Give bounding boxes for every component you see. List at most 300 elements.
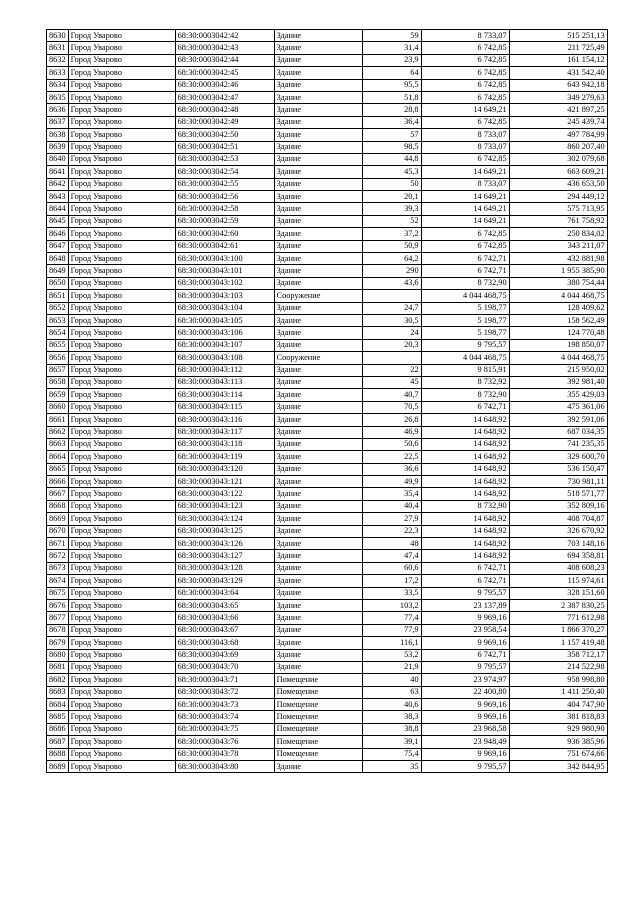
table-row xyxy=(47,67,608,79)
cadastral-value-cell: 575 713,95 xyxy=(509,203,607,215)
cadastral-value-cell: 703 148,16 xyxy=(509,538,607,550)
specific-value-cell: 9 969,16 xyxy=(421,612,509,624)
row-number-cell: 8676 xyxy=(47,599,69,611)
row-number-cell: 8657 xyxy=(47,364,69,376)
settlement-cell: Город Уварово xyxy=(68,228,175,240)
cadastral-value-cell: 211 725,49 xyxy=(509,42,607,54)
settlement-cell: Город Уварово xyxy=(68,42,175,54)
settlement-cell: Город Уварово xyxy=(68,513,175,525)
cadastral-number-cell: 68:30:0003043:64 xyxy=(175,587,274,599)
settlement-cell: Город Уварово xyxy=(68,686,175,698)
cadastral-number-cell: 68:30:0003043:78 xyxy=(175,748,274,760)
specific-value-cell: 9 795,57 xyxy=(421,339,509,351)
specific-value-cell: 14 648,92 xyxy=(421,451,509,463)
cadastral-number-cell: 68:30:0003043:104 xyxy=(175,302,274,314)
area-cell: 21,9 xyxy=(362,661,421,673)
cadastral-number-cell: 68:30:0003043:121 xyxy=(175,476,274,488)
cadastral-value-cell: 741 235,35 xyxy=(509,438,607,450)
specific-value-cell: 6 742,85 xyxy=(421,54,509,66)
area-cell: 103,2 xyxy=(362,599,421,611)
row-number-cell: 8669 xyxy=(47,513,69,525)
table-row xyxy=(47,587,608,599)
table-row xyxy=(47,538,608,550)
settlement-cell: Город Уварово xyxy=(68,575,175,587)
cadastral-value-cell: 432 881,98 xyxy=(509,253,607,265)
cadastral-number-cell: 68:30:0003043:65 xyxy=(175,599,274,611)
row-number-cell: 8651 xyxy=(47,290,69,302)
cadastral-number-cell: 68:30:0003042:43 xyxy=(175,42,274,54)
cadastral-number-cell: 68:30:0003043:76 xyxy=(175,736,274,748)
object-type-cell: Здание xyxy=(274,104,362,116)
settlement-cell: Город Уварово xyxy=(68,401,175,413)
area-cell: 95,5 xyxy=(362,79,421,91)
table-row xyxy=(47,153,608,165)
object-type-cell: Здание xyxy=(274,550,362,562)
table-row xyxy=(47,327,608,339)
object-type-cell: Здание xyxy=(274,575,362,587)
settlement-cell: Город Уварово xyxy=(68,723,175,735)
row-number-cell: 8631 xyxy=(47,42,69,54)
settlement-cell: Город Уварово xyxy=(68,302,175,314)
table-row xyxy=(47,463,608,475)
object-type-cell: Помещение xyxy=(274,711,362,723)
cadastral-number-cell: 68:30:0003043:66 xyxy=(175,612,274,624)
settlement-cell: Город Уварово xyxy=(68,414,175,426)
settlement-cell: Город Уварово xyxy=(68,116,175,128)
settlement-cell: Город Уварово xyxy=(68,599,175,611)
area-cell: 20,1 xyxy=(362,191,421,203)
specific-value-cell: 6 742,85 xyxy=(421,67,509,79)
area-cell: 64,2 xyxy=(362,253,421,265)
settlement-cell: Город Уварово xyxy=(68,649,175,661)
cadastral-number-cell: 68:30:0003043:127 xyxy=(175,550,274,562)
cadastral-value-cell: 643 942,18 xyxy=(509,79,607,91)
cadastral-number-cell: 68:30:0003042:42 xyxy=(175,30,274,42)
specific-value-cell: 23 958,54 xyxy=(421,624,509,636)
row-number-cell: 8672 xyxy=(47,550,69,562)
table-row xyxy=(47,476,608,488)
settlement-cell: Город Уварово xyxy=(68,748,175,760)
row-number-cell: 8640 xyxy=(47,153,69,165)
cadastral-number-cell: 68:30:0003043:128 xyxy=(175,562,274,574)
row-number-cell: 8674 xyxy=(47,575,69,587)
specific-value-cell: 8 733,07 xyxy=(421,129,509,141)
row-number-cell: 8646 xyxy=(47,228,69,240)
cadastral-value-cell: 326 670,92 xyxy=(509,525,607,537)
area-cell: 22 xyxy=(362,364,421,376)
specific-value-cell: 6 742,85 xyxy=(421,228,509,240)
area-cell: 77,9 xyxy=(362,624,421,636)
object-type-cell: Здание xyxy=(274,215,362,227)
settlement-cell: Город Уварово xyxy=(68,500,175,512)
row-number-cell: 8634 xyxy=(47,79,69,91)
area-cell: 20,3 xyxy=(362,339,421,351)
object-type-cell: Здание xyxy=(274,265,362,277)
row-number-cell: 8670 xyxy=(47,525,69,537)
object-type-cell: Здание xyxy=(274,389,362,401)
area-cell: 39,3 xyxy=(362,203,421,215)
cadastral-value-cell: 381 818,83 xyxy=(509,711,607,723)
cadastral-value-cell: 124 770,48 xyxy=(509,327,607,339)
table-row xyxy=(47,575,608,587)
object-type-cell: Здание xyxy=(274,302,362,314)
row-number-cell: 8647 xyxy=(47,240,69,252)
object-type-cell: Здание xyxy=(274,401,362,413)
specific-value-cell: 14 648,92 xyxy=(421,513,509,525)
cadastral-number-cell: 68:30:0003043:123 xyxy=(175,500,274,512)
specific-value-cell: 14 648,92 xyxy=(421,438,509,450)
area-cell: 98,5 xyxy=(362,141,421,153)
row-number-cell: 8689 xyxy=(47,761,69,773)
row-number-cell: 8655 xyxy=(47,339,69,351)
object-type-cell: Помещение xyxy=(274,699,362,711)
settlement-cell: Город Уварово xyxy=(68,637,175,649)
table-row xyxy=(47,624,608,636)
specific-value-cell: 22 400,80 xyxy=(421,686,509,698)
row-number-cell: 8668 xyxy=(47,500,69,512)
cadastral-value-cell: 329 600,70 xyxy=(509,451,607,463)
cadastral-value-cell: 343 211,07 xyxy=(509,240,607,252)
object-type-cell: Здание xyxy=(274,761,362,773)
specific-value-cell: 14 649,21 xyxy=(421,215,509,227)
cadastral-value-cell: 929 980,90 xyxy=(509,723,607,735)
cadastral-number-cell: 68:30:0003042:47 xyxy=(175,91,274,103)
settlement-cell: Город Уварово xyxy=(68,587,175,599)
object-type-cell: Здание xyxy=(274,314,362,326)
area-cell: 36,4 xyxy=(362,116,421,128)
cadastral-number-cell: 68:30:0003043:120 xyxy=(175,463,274,475)
cadastral-value-cell: 342 844,95 xyxy=(509,761,607,773)
cadastral-number-cell: 68:30:0003043:72 xyxy=(175,686,274,698)
row-number-cell: 8632 xyxy=(47,54,69,66)
cadastral-number-cell: 68:30:0003042:59 xyxy=(175,215,274,227)
specific-value-cell: 6 742,85 xyxy=(421,42,509,54)
area-cell: 31,4 xyxy=(362,42,421,54)
cadastral-number-cell: 68:30:0003042:50 xyxy=(175,129,274,141)
cadastral-number-cell: 68:30:0003042:49 xyxy=(175,116,274,128)
specific-value-cell: 8 733,07 xyxy=(421,178,509,190)
row-number-cell: 8659 xyxy=(47,389,69,401)
cadastral-value-cell: 1 157 419,48 xyxy=(509,637,607,649)
row-number-cell: 8687 xyxy=(47,736,69,748)
cadastral-number-cell: 68:30:0003042:44 xyxy=(175,54,274,66)
table-row xyxy=(47,612,608,624)
specific-value-cell: 8 732,90 xyxy=(421,500,509,512)
specific-value-cell: 8 733,07 xyxy=(421,30,509,42)
settlement-cell: Город Уварово xyxy=(68,550,175,562)
cadastral-number-cell: 68:30:0003043:68 xyxy=(175,637,274,649)
area-cell: 40,6 xyxy=(362,699,421,711)
area-cell: 24 xyxy=(362,327,421,339)
row-number-cell: 8662 xyxy=(47,426,69,438)
cadastral-number-cell: 68:30:0003043:116 xyxy=(175,414,274,426)
settlement-cell: Город Уварово xyxy=(68,277,175,289)
object-type-cell: Здание xyxy=(274,277,362,289)
table-row xyxy=(47,451,608,463)
area-cell: 22,5 xyxy=(362,451,421,463)
settlement-cell: Город Уварово xyxy=(68,203,175,215)
area-cell: 51,8 xyxy=(362,91,421,103)
area-cell: 39,1 xyxy=(362,736,421,748)
row-number-cell: 8683 xyxy=(47,686,69,698)
area-cell: 17,2 xyxy=(362,575,421,587)
specific-value-cell: 23 137,89 xyxy=(421,599,509,611)
settlement-cell: Город Уварово xyxy=(68,389,175,401)
cadastral-value-cell: 860 207,40 xyxy=(509,141,607,153)
row-number-cell: 8654 xyxy=(47,327,69,339)
settlement-cell: Город Уварово xyxy=(68,376,175,388)
object-type-cell: Здание xyxy=(274,240,362,252)
object-type-cell: Здание xyxy=(274,153,362,165)
table-row xyxy=(47,500,608,512)
table-row xyxy=(47,352,608,364)
cadastral-value-cell: 198 850,07 xyxy=(509,339,607,351)
cadastral-number-cell: 68:30:0003043:69 xyxy=(175,649,274,661)
table-row xyxy=(47,736,608,748)
specific-value-cell: 6 742,71 xyxy=(421,265,509,277)
area-cell: 50,6 xyxy=(362,438,421,450)
specific-value-cell: 9 969,16 xyxy=(421,711,509,723)
settlement-cell: Город Уварово xyxy=(68,265,175,277)
row-number-cell: 8633 xyxy=(47,67,69,79)
cadastral-value-cell: 687 034,35 xyxy=(509,426,607,438)
cadastral-value-cell: 215 950,02 xyxy=(509,364,607,376)
object-type-cell: Здание xyxy=(274,612,362,624)
object-type-cell: Здание xyxy=(274,513,362,525)
settlement-cell: Город Уварово xyxy=(68,339,175,351)
table-row xyxy=(47,339,608,351)
cadastral-number-cell: 68:30:0003043:129 xyxy=(175,575,274,587)
settlement-cell: Город Уварово xyxy=(68,761,175,773)
cadastral-value-cell: 4 044 468,75 xyxy=(509,290,607,302)
cadastral-value-cell: 392 981,40 xyxy=(509,376,607,388)
table-row xyxy=(47,240,608,252)
specific-value-cell: 6 742,71 xyxy=(421,649,509,661)
cadastral-value-cell: 115 974,61 xyxy=(509,575,607,587)
cadastral-number-cell: 68:30:0003043:71 xyxy=(175,674,274,686)
cadastral-value-cell: 380 754,44 xyxy=(509,277,607,289)
cadastral-value-cell: 352 809,16 xyxy=(509,500,607,512)
cadastral-number-cell: 68:30:0003043:125 xyxy=(175,525,274,537)
cadastral-number-cell: 68:30:0003043:118 xyxy=(175,438,274,450)
object-type-cell: Здание xyxy=(274,203,362,215)
area-cell: 44,8 xyxy=(362,153,421,165)
table-row xyxy=(47,141,608,153)
area-cell: 70,5 xyxy=(362,401,421,413)
row-number-cell: 8679 xyxy=(47,637,69,649)
area-cell: 47,4 xyxy=(362,550,421,562)
cadastral-number-cell: 68:30:0003043:124 xyxy=(175,513,274,525)
area-cell: 28,8 xyxy=(362,104,421,116)
row-number-cell: 8639 xyxy=(47,141,69,153)
specific-value-cell: 14 648,92 xyxy=(421,538,509,550)
settlement-cell: Город Уварово xyxy=(68,240,175,252)
specific-value-cell: 14 649,21 xyxy=(421,166,509,178)
table-row xyxy=(47,599,608,611)
settlement-cell: Город Уварово xyxy=(68,711,175,723)
specific-value-cell: 9 795,57 xyxy=(421,587,509,599)
row-number-cell: 8665 xyxy=(47,463,69,475)
row-number-cell: 8666 xyxy=(47,476,69,488)
settlement-cell: Город Уварово xyxy=(68,91,175,103)
row-number-cell: 8649 xyxy=(47,265,69,277)
settlement-cell: Город Уварово xyxy=(68,153,175,165)
table-row xyxy=(47,438,608,450)
specific-value-cell: 5 198,77 xyxy=(421,302,509,314)
area-cell: 30,5 xyxy=(362,314,421,326)
settlement-cell: Город Уварово xyxy=(68,191,175,203)
settlement-cell: Город Уварово xyxy=(68,488,175,500)
row-number-cell: 8653 xyxy=(47,314,69,326)
specific-value-cell: 6 742,71 xyxy=(421,575,509,587)
specific-value-cell: 6 742,71 xyxy=(421,253,509,265)
cadastral-number-cell: 68:30:0003043:117 xyxy=(175,426,274,438)
object-type-cell: Здание xyxy=(274,488,362,500)
row-number-cell: 8635 xyxy=(47,91,69,103)
row-number-cell: 8677 xyxy=(47,612,69,624)
area-cell: 64 xyxy=(362,67,421,79)
object-type-cell: Здание xyxy=(274,637,362,649)
area-cell: 38,3 xyxy=(362,711,421,723)
row-number-cell: 8641 xyxy=(47,166,69,178)
cadastral-number-cell: 68:30:0003043:119 xyxy=(175,451,274,463)
table-row xyxy=(47,203,608,215)
row-number-cell: 8686 xyxy=(47,723,69,735)
object-type-cell: Здание xyxy=(274,191,362,203)
cadastral-value-cell: 4 044 468,75 xyxy=(509,352,607,364)
row-number-cell: 8681 xyxy=(47,661,69,673)
cadastral-number-cell: 68:30:0003043:80 xyxy=(175,761,274,773)
table-row xyxy=(47,116,608,128)
row-number-cell: 8637 xyxy=(47,116,69,128)
object-type-cell: Здание xyxy=(274,166,362,178)
table-row xyxy=(47,711,608,723)
object-type-cell: Здание xyxy=(274,562,362,574)
row-number-cell: 8658 xyxy=(47,376,69,388)
row-number-cell: 8667 xyxy=(47,488,69,500)
row-number-cell: 8688 xyxy=(47,748,69,760)
cadastral-value-cell: 302 079,68 xyxy=(509,153,607,165)
area-cell: 33,5 xyxy=(362,587,421,599)
cadastral-number-cell: 68:30:0003043:100 xyxy=(175,253,274,265)
object-type-cell: Здание xyxy=(274,253,362,265)
row-number-cell: 8652 xyxy=(47,302,69,314)
area-cell: 22,3 xyxy=(362,525,421,537)
area-cell: 53,2 xyxy=(362,649,421,661)
cadastral-value-cell: 1 955 385,90 xyxy=(509,265,607,277)
table-row xyxy=(47,674,608,686)
area-cell: 43,6 xyxy=(362,277,421,289)
cadastral-value-cell: 245 439,74 xyxy=(509,116,607,128)
settlement-cell: Город Уварово xyxy=(68,562,175,574)
cadastral-number-cell: 68:30:0003042:56 xyxy=(175,191,274,203)
specific-value-cell: 5 198,77 xyxy=(421,327,509,339)
cadastral-number-cell: 68:30:0003043:103 xyxy=(175,290,274,302)
specific-value-cell: 14 648,92 xyxy=(421,414,509,426)
object-type-cell: Здание xyxy=(274,587,362,599)
specific-value-cell: 6 742,85 xyxy=(421,79,509,91)
area-cell: 37,2 xyxy=(362,228,421,240)
area-cell: 27,9 xyxy=(362,513,421,525)
row-number-cell: 8673 xyxy=(47,562,69,574)
row-number-cell: 8663 xyxy=(47,438,69,450)
row-number-cell: 8644 xyxy=(47,203,69,215)
row-number-cell: 8650 xyxy=(47,277,69,289)
table-row xyxy=(47,562,608,574)
table-row xyxy=(47,178,608,190)
row-number-cell: 8664 xyxy=(47,451,69,463)
settlement-cell: Город Уварово xyxy=(68,253,175,265)
table-row xyxy=(47,525,608,537)
cadastral-value-cell: 751 674,66 xyxy=(509,748,607,760)
cadastral-number-cell: 68:30:0003043:105 xyxy=(175,314,274,326)
object-type-cell: Здание xyxy=(274,364,362,376)
object-type-cell: Здание xyxy=(274,178,362,190)
area-cell: 116,1 xyxy=(362,637,421,649)
cadastral-number-cell: 68:30:0003042:61 xyxy=(175,240,274,252)
cadastral-value-cell: 936 385,96 xyxy=(509,736,607,748)
cadastral-value-table xyxy=(46,29,608,773)
object-type-cell: Здание xyxy=(274,141,362,153)
cadastral-value-cell: 392 591,06 xyxy=(509,414,607,426)
cadastral-number-cell: 68:30:0003043:73 xyxy=(175,699,274,711)
object-type-cell: Здание xyxy=(274,538,362,550)
settlement-cell: Город Уварово xyxy=(68,104,175,116)
object-type-cell: Помещение xyxy=(274,748,362,760)
settlement-cell: Город Уварово xyxy=(68,67,175,79)
object-type-cell: Здание xyxy=(274,327,362,339)
table-row xyxy=(47,54,608,66)
object-type-cell: Здание xyxy=(274,67,362,79)
table-row xyxy=(47,129,608,141)
area-cell: 52 xyxy=(362,215,421,227)
cadastral-value-cell: 958 998,80 xyxy=(509,674,607,686)
settlement-cell: Город Уварово xyxy=(68,129,175,141)
object-type-cell: Здание xyxy=(274,624,362,636)
table-row xyxy=(47,104,608,116)
cadastral-value-cell: 294 449,12 xyxy=(509,191,607,203)
row-number-cell: 8638 xyxy=(47,129,69,141)
specific-value-cell: 9 969,16 xyxy=(421,699,509,711)
row-number-cell: 8645 xyxy=(47,215,69,227)
cadastral-number-cell: 68:30:0003043:108 xyxy=(175,352,274,364)
settlement-cell: Город Уварово xyxy=(68,426,175,438)
settlement-cell: Город Уварово xyxy=(68,327,175,339)
row-number-cell: 8678 xyxy=(47,624,69,636)
object-type-cell: Помещение xyxy=(274,723,362,735)
cadastral-value-cell: 421 897,25 xyxy=(509,104,607,116)
object-type-cell: Здание xyxy=(274,414,362,426)
object-type-cell: Сооружение xyxy=(274,352,362,364)
cadastral-value-cell: 128 409,62 xyxy=(509,302,607,314)
cadastral-number-cell: 68:30:0003043:115 xyxy=(175,401,274,413)
cadastral-number-cell: 68:30:0003042:55 xyxy=(175,178,274,190)
object-type-cell: Здание xyxy=(274,79,362,91)
cadastral-value-cell: 358 712,17 xyxy=(509,649,607,661)
cadastral-value-cell: 761 758,92 xyxy=(509,215,607,227)
table-row xyxy=(47,426,608,438)
object-type-cell: Здание xyxy=(274,438,362,450)
object-type-cell: Здание xyxy=(274,426,362,438)
cadastral-number-cell: 68:30:0003043:67 xyxy=(175,624,274,636)
cadastral-number-cell: 68:30:0003043:112 xyxy=(175,364,274,376)
settlement-cell: Город Уварово xyxy=(68,674,175,686)
cadastral-value-cell: 2 387 830,25 xyxy=(509,599,607,611)
row-number-cell: 8660 xyxy=(47,401,69,413)
cadastral-value-cell: 515 251,13 xyxy=(509,30,607,42)
table-row xyxy=(47,314,608,326)
area-cell: 50,9 xyxy=(362,240,421,252)
